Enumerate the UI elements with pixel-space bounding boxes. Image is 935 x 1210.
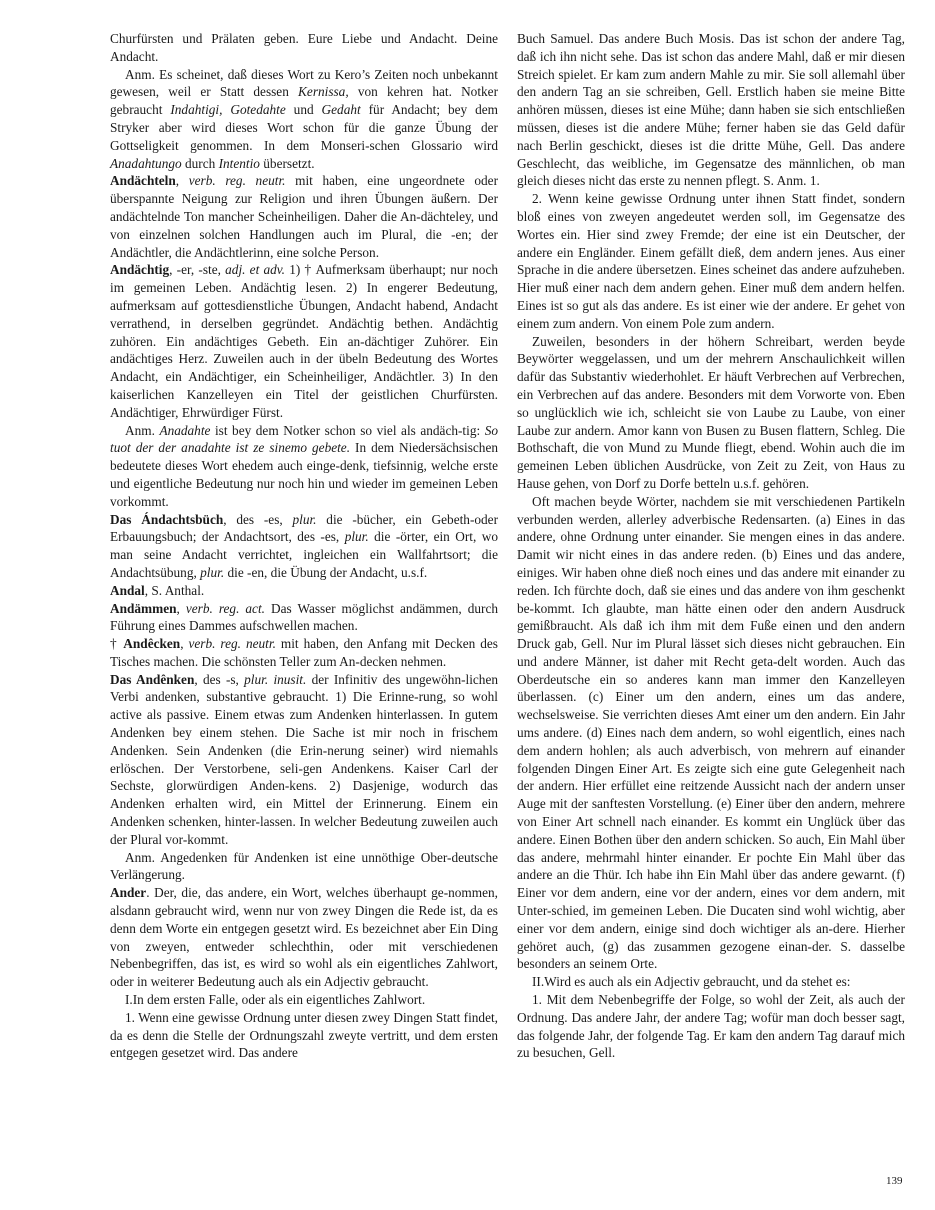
headword: Ander [110, 885, 147, 901]
text-run: Anm. Angedenken für Andenken ist eine unnöthige Ober-deutsche Verlängerung. [110, 849, 498, 883]
text-run: , [175, 173, 189, 189]
text-run: mit haben, den Anfang mit Decken des Tisches machen. Die schönsten Teller zum An-decken nehmen. [110, 636, 498, 669]
text-run: übersetzt. [259, 155, 315, 171]
text-run: 2. Wenn keine gewisse Ordnung unter ihnen Statt findet, sondern bloß eines von zweyen angedeutet werden soll, im Gegensatze des Wortes ein. Hier sind zwey Fremde; der eine ist ein Deutscher, der andere ein Engländer. Einem gefällt dieß, dem andern jenes. Aus einer Sprache in die andere übersetzen. Eines scheinet das andere aufzuheben. Hier muß einer nach dem andern gehen. Einer muß dem andern helfen. Eines ist so gut als das andere. Es ist einer wie der andere. Er gehet von einem zum andern. Von einem Pole zum andern. [517, 191, 905, 331]
text-run: , S. Anthal. [144, 582, 205, 598]
paragraph [110, 30, 498, 66]
text-run: . Der, die, das andere, ein Wort, welches überhaupt ge-nommen, alsdann gebraucht wird, wenn nur von zwey Dingen die Rede ist, da es denn dem Worte ein entgegen gesetzt wird. Es bezeichnet aber Ein Ding von zweyen, entweder schlechthin, oder mit verschiedenen Nebenbegriffen, das ist, es wird so wohl als ein eigentliches Zahlwort, oder in weiterer Bedeutung auch als ein Adjectiv gebraucht. [110, 885, 498, 990]
italic-text: plur. [292, 511, 317, 527]
italic-text: So tuot der der anadahte ist ze sinemo gebete. [110, 422, 498, 456]
paragraph [110, 849, 498, 885]
text-run: , [176, 600, 186, 616]
paragraph [110, 991, 498, 1009]
paragraph [517, 493, 905, 974]
text-run: Anm. Es scheinet, daß dieses Wort zu Kero’s Zeiten noch unbekannt gewesen, weil er Statt dessen [110, 66, 498, 100]
text-run: Anm. [125, 422, 160, 438]
text-run: 1) † Aufmerksam überhaupt; nur noch im gemeinen Leben. Andächtig lesen. 2) In engerer Bedeutung, aufmerksam auf gottesdienstliche Übungen, Andacht habend, Andacht verrathend, in derselben gegründet. Andächtig bethen. Andächtig zuhören. Ein andächtiges Gebeth. Ein an-dächtiger Zuhörer. Ein andächtiges Herz. Zuweilen auch in der übeln Bedeutung des Wortes Andacht, ein Andächtiger, ein Scheinheiliger, Andächtler. 3) In den kaiserlichen Kanzelleyen ein Titel der geistlichen Churfürsten. Andächtiger, Ehrwürdiger Fürst. [110, 262, 498, 420]
text-run: , -er, -ste, [169, 262, 226, 278]
italic-text: verb. reg. neutr. [188, 636, 276, 652]
paragraph [110, 884, 498, 991]
text-run: , des -es, [223, 511, 293, 527]
text-run: durch [181, 155, 219, 171]
italic-text: Intentio [218, 155, 260, 171]
text-run: von kehren hat. Notker gebraucht [110, 84, 498, 118]
italic-text: adj. et adv. [225, 262, 286, 278]
italic-text: verb. reg. act. [185, 600, 265, 616]
paragraph [110, 582, 498, 600]
text-run: Churfürsten und Prälaten geben. Eure Liebe und Andacht. Deine Andacht. [110, 31, 498, 64]
headword: Andächteln [110, 173, 176, 189]
headword: Das Ándachtsbüch [110, 511, 224, 527]
paragraph [517, 973, 905, 991]
text-run: II.Wird es auch als ein Adjectiv gebraucht, und da stehet es: [532, 974, 851, 990]
italic-text: plur. [344, 529, 369, 545]
text-run: In dem Niedersächsischen bedeutete dieses Wort ehedem auch einge-denk, tiefsinnig, welche erste und eigentliche Bedeutung nur noch hin und wieder im gemeinen Leben vorkommt. [110, 440, 498, 509]
italic-text: plur. inusit. [244, 671, 307, 687]
text-run: Oft machen beyde Wörter, nachdem sie mit verschiedenen Partikeln verbunden werden, allerley adverbische Redensarten. (a) Eines in das andere, ohne Ordnung unter einander. Sie mengen eines in das andere. Damit wir nicht eines in das andere reden. (b) Eines und das andere, einiges. Wir haben ohne dieß noch eines und das andere mit einander zu reden. Ich fürchte doch, daß sie eines und das andere von ihm geschenkt be-kommt. Ich glaubte, man hätte einen oder den andern Ausdruck gemißbraucht. Als daß ich ihm mit dem Fuße einen und den andern Druck gab, Gell. Nur im Plural lässet sich dieses nicht gebrauchen. Ein und andere Männer, ist daher mit Recht geta-delt worden. Auch das Oberdeutsche ein so anderes kann man immer den Kanzelleyen überlassen. (c) Einer um den andern, eines um das andere, wechselsweise. Sie verrichten dieses Amt einer um den andern. Ein Jahr ums andere. (d) Eines nach dem andern, so wohl eigentlich, eines nach dem andern hohlen; als auch adverbisch, von mehrern auf einander folgenden Dingen Einer Art. Es zeigte sich eine gute Gelegenheit nach der andern. Hier erfüllet eine reitzende Aussicht nach der andern unser Auge mit der sanftesten Vorstellung. (e) Einer über den andern, mehrere von Einer Art schnell nach einander. Es kommt ein Unglück über das andere. Einen Bothen über den andern schicken. So auch, Ein Mahl über das andere, mehrmahl hinter einander. Er pochte Ein Mahl über das andere an die Thür. Ich habe ihn Ein Mahl über das andere gewarnt. (f) Einer vor dem andern, eine vor der andern, eines vor dem andern, mit Unter-schied, im gemeinen Leben. Die Ducaten sind wohl wichtig, aber einer vor dem andern, einige sind doch wichtiger als an-dere. Hierher gehöret auch, (g) das zusammen gezogene einan-der. S. dasselbe besonders an seinem Orte. [517, 493, 905, 972]
text-run: ist bey dem Notker schon so viel als andäch-tig: [210, 422, 485, 438]
paragraph [110, 511, 498, 582]
text-run: die -en, die Übung der Andacht, u.s.f. [224, 564, 428, 580]
paragraph [517, 991, 905, 1062]
paragraph [110, 66, 498, 173]
paragraph [517, 333, 905, 493]
text-run: Buch Samuel. Das andere Buch Mosis. Das ist schon der andere Tag, daß ich ihn nicht sehe. Das ist schon das andere Mahl, daß er mir diesen Streich spielet. Er kam zum andern Mahle zu mir. Sie soll allemahl über den andern Tag an sie schreiben, Gell. Erstlich haben sie meine Bitte anhören müssen, dieses ist eine Mühe; dann haben sie sich entschließen müssen, dieses ist die andere Mühe; ferner haben sie das Geld dafür nach Berlin geschickt, dieses ist die dritte Mühe, Gell. Das andere Geschlecht, das weibliche, im Gegensatze des männlichen, ob man gleich dieses nicht das erste zu nennen pflegt. S. Anm. 1. [517, 31, 905, 189]
text-run: mit haben, eine ungeordnete oder überspannte Neigung zur Religion und ihren Übungen äußern. Der andächtelnde Ton mancher Scheinheiligen. Daher die An-dächteley, und von einzelnen solchen Handlungen auch im Plural, die -en; der Andächtler, die Andächtlerinn, eine solche Person. [110, 173, 498, 260]
italic-text: plur. [200, 564, 225, 580]
text-run: I.In dem ersten Falle, oder als ein eigentliches Zahlwort. [125, 992, 426, 1008]
italic-text: Kernissa, [298, 84, 349, 100]
text-run: † [110, 636, 124, 652]
paragraph [110, 172, 498, 261]
paragraph [110, 1009, 498, 1062]
right-column [517, 30, 905, 1062]
paragraph [110, 635, 498, 671]
headword: Andämmen [110, 600, 177, 616]
text-run: , des -s, [194, 671, 245, 687]
text-run: Zuweilen, besonders in der höhern Schreibart, werden beyde Beywörter weggelassen, und um der mehrern Anschaulichkeit willen dafür das Substantiv wiederhohlet. Er häuft Verbrechen auf Verbrechen, ein Verbrechen auf das andere. Besonders mit dem Vorworte von. Eben so unglücklich wie ich, schleicht sie von Laube zu Laube, von einer Laube zur andern. Amor kann von Busen zu Busen flattern, Schleg. Die Bothschaft, die von Mund zu Munde fliegt, ebend. Wohin auch die im gemeinen Leben üblichen Ausdrücke, von Zeit zu Zeit, von Haus zu Hause gehen, von Dorf zu Dorfe betteln u.s.f. gehören. [517, 333, 905, 491]
paragraph [517, 30, 905, 190]
text-run: der Infinitiv des ungewöhn-lichen Verbi andenken, substantive gebraucht. 1) Die Erinne-rung, so wohl active als passive. Einem etwas zum Andenken hinterlassen. In gutem Andenken bey einem stehen. Die Sache ist mir noch in frischem Andenken. Sein Andenken (die Erin-nerung seiner) wird niemahls erlöschen. Der Verstorbene, seli-gen Andenkens. Kaiser Carl der Sechste, glorwürdigen Anden-kens. 2) Dasjenige, wodurch das Andenken erhalten wird, ein Mittel der Erinnerung. Einem ein Andenken schenken, hinter-lassen. In welcher Bedeutung zuweilen auch der Plural vor-kommt. [110, 671, 499, 847]
text-run: die -örter, ein Ort, wo man seine Andacht verrichtet, ingleichen ein Wallfahrtsort; die Andachtsübung, [110, 529, 498, 580]
text-run: 1. Wenn eine gewisse Ordnung unter diesen zwey Dingen Statt findet, da es denn die Stelle der Ordnungszahl zweyte vertritt, und dem ersten entgegen gesetzet wird. Das andere [110, 1009, 498, 1061]
italic-text: verb. reg. neutr. [188, 173, 286, 189]
text-run: für Andacht; bey dem Stryker aber wird dieses Wort schon für die ganze Übung der Gottseligkeit genommen. In dem Monseri-schen Glossario wird [110, 102, 499, 153]
left-column [110, 30, 498, 1062]
paragraph [110, 261, 498, 421]
headword: Andêcken [123, 636, 181, 652]
headword: Andächtig [110, 262, 170, 278]
paragraph [110, 600, 498, 636]
text-run: und [285, 102, 322, 118]
text-run: die -bücher, ein Gebeth-oder Erbauungsbuch; der Andachtsort, des -es, [110, 511, 498, 545]
italic-text: Anadahte [159, 422, 211, 438]
text-run: , [180, 636, 189, 652]
italic-text: Indahtigi, Gotedahte [170, 102, 286, 118]
italic-text: Gedaht [321, 102, 361, 118]
headword: Andal [110, 582, 145, 598]
headword: Das Andênken [110, 671, 195, 687]
paragraph [517, 190, 905, 332]
italic-text: Anadahtungo [110, 155, 182, 171]
paragraph [110, 422, 498, 511]
text-run: 1. Mit dem Nebenbegriffe der Folge, so wohl der Zeit, als auch der Ordnung. Das andere Jahr, der andere Tag; wofür man doch besser sagt, das folgende Jahr, der folgende Tag. Er kam den andern Tag darauf mich zu besuchen, Gell. [517, 992, 905, 1061]
text-run: Das Wasser möglichst andämmen, durch Führung eines Dammes aufschwellen machen. [110, 600, 498, 634]
page-number: 139 [886, 1175, 903, 1187]
paragraph [110, 671, 498, 849]
